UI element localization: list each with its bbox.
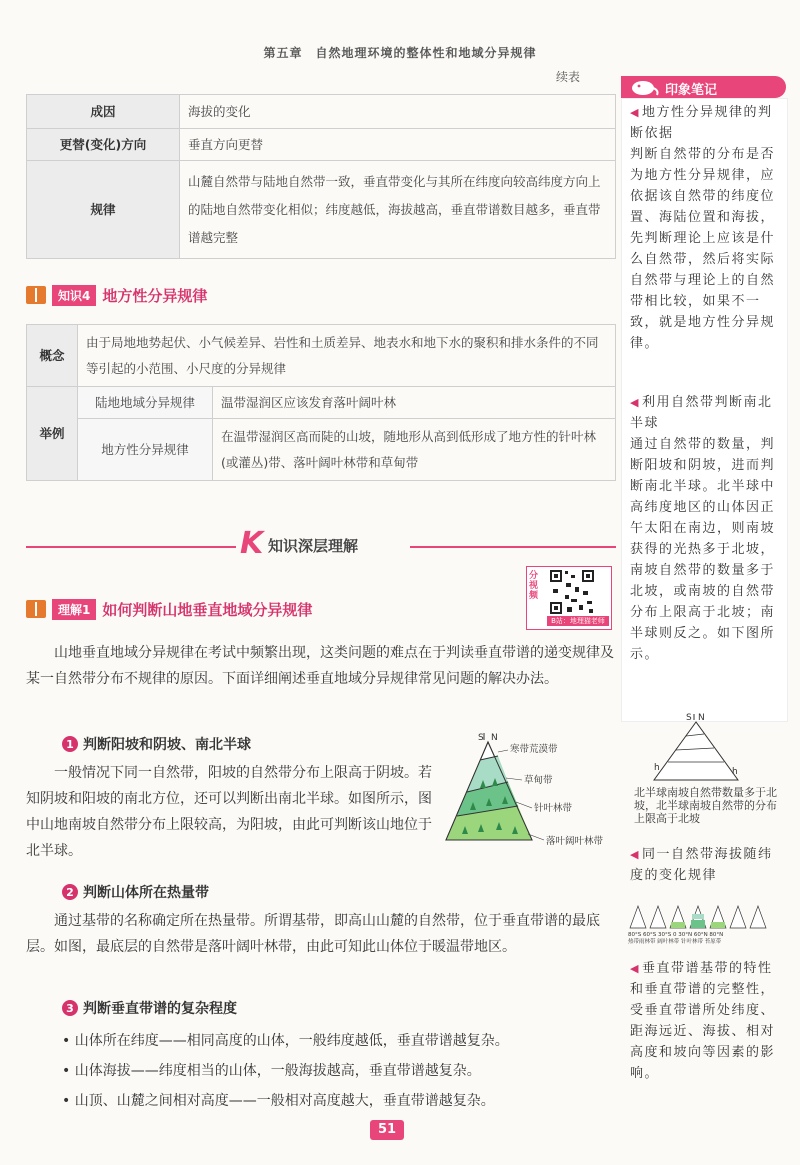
cell-text: 山麓自然带与陆地自然带一致，垂直带变化与其所在纬度向较高纬度方向上的陆地自然带变化相似；纬度越低，海拔越高，垂直带谱数目越多，垂直带谱越完整	[180, 161, 616, 259]
zone-label-3: 针叶林带	[534, 803, 573, 814]
chapter-header: 第五章 自然地理环境的整体性和地域分异规律	[263, 46, 537, 60]
section-tag: 知识4	[52, 285, 96, 306]
zone-label-4: 落叶阔叶林带	[546, 836, 604, 847]
triangle-icon: ◀	[630, 106, 640, 119]
cell-sub: 地方性分异规律	[78, 419, 213, 481]
cell-text: 由于局地地势起伏、小气候差异、岩性和土质差异、地表水和地下水的聚积和排水条件的不同等引起的小范围、小尺度的分异规律	[78, 325, 616, 387]
note-2	[630, 392, 786, 665]
paragraph-base-zone: 通过基带的名称确定所在热量带。所谓基带，即高山山麓的自然带，位于垂直带谱的最底层。如图，最底层的自然带是落叶阔叶林带，由此可知此山体位于暖温带地区。	[26, 913, 600, 955]
sidebar-header	[621, 76, 786, 98]
divider-right	[410, 546, 616, 548]
section-k4-heading	[26, 284, 207, 306]
triangle-icon: ◀	[630, 848, 640, 861]
note-body: 通过自然带的数量，判断阳坡和阴坡，进而判断南北半球。北半球中高纬度地区的山体因正午太阳在南边，则南坡获得的光热多于北坡，南坡自然带的数量多于北坡，或南坡的自然带分布上限高于北坡；南半球则反之。如下图所示。	[630, 437, 776, 662]
mini-h-right: h	[732, 767, 738, 777]
sidebar-title: 印象笔记	[665, 83, 718, 98]
bullet-text: 山顶、山麓之间相对高度——一般相对高度越大，垂直带谱越复杂。	[74, 1093, 495, 1109]
note-4	[630, 958, 786, 1084]
cell-label: 更替(变化)方向	[27, 129, 180, 161]
mini-s-label: S	[686, 713, 692, 723]
banner-title: 知识深层理解	[268, 537, 359, 555]
subheading-3	[62, 998, 237, 1018]
note-heading: 利用自然带判断南北半球	[630, 395, 773, 431]
book-icon	[26, 600, 46, 618]
cell-label: 规律	[27, 161, 180, 259]
subheading-1	[62, 734, 251, 754]
triangle-icon: ◀	[630, 396, 640, 409]
legend-labels: 热带雨林带 阔叶林带 针叶林带 苔原带	[628, 939, 722, 944]
bullet-item: • 山体所在纬度——相同高度的山体，一般纬度越低，垂直带谱越复杂。	[62, 1033, 509, 1049]
cell-label: 概念	[27, 325, 78, 387]
zone-label-1: 寒带荒漠带	[510, 744, 558, 755]
subheading-text: 判断山体所在热量带	[83, 885, 209, 901]
intro-paragraph: 山地垂直地域分异规律在考试中频繁出现，这类问题的难点在于判读垂直带谱的递变规律及某一自然带分布不规律的原因。下面详细阐述垂直地域分异规律常见问题的解决办法。	[26, 645, 614, 687]
south-label: S	[478, 733, 484, 743]
cell-label: 成因	[27, 95, 180, 129]
cell-text: 垂直方向更替	[180, 129, 616, 161]
qr-code-icon	[549, 569, 595, 615]
mini-diagram-caption: 北半球南坡自然带数量多于北坡，北半球南坡自然带的分布上限高于北坡	[634, 786, 777, 825]
cell-sub: 陆地地域分异规律	[78, 387, 213, 419]
bullet-text: 山体所在纬度——相同高度的山体，一般纬度越低，垂直带谱越复杂。	[74, 1033, 509, 1049]
number-badge: 2	[62, 884, 78, 900]
mini-n-label: N	[698, 713, 705, 723]
cell-label: 举例	[27, 387, 78, 481]
table-local-differentiation	[26, 324, 616, 481]
section-title: 地方性分异规律	[102, 286, 208, 305]
number-badge: 1	[62, 736, 78, 752]
divider-left	[26, 546, 236, 548]
subheading-text: 判断垂直带谱的复杂程度	[83, 1001, 237, 1017]
latitude-labels: 80°S 60°S 30°S 0 30°N 60°N 80°N	[628, 932, 724, 938]
latitude-zonation-diagram	[628, 902, 788, 944]
note-body: 垂直带谱基带的特性和垂直带谱的完整性，受垂直带谱所处纬度、距海远近、海拔、相对高度和坡向等因素的影响。	[630, 961, 776, 1081]
qr-label: 分视频	[529, 571, 539, 601]
section-tag: 理解1	[52, 599, 96, 620]
note-heading: 同一自然带海拔随纬度的变化规律	[630, 847, 773, 883]
triangle-icon: ◀	[630, 962, 640, 975]
note-body: 判断自然带的分布是否为地方性分异规律，应依据该自然带的纬度位置、海陆位置和海拔，先判断理论上应该是什么自然带，然后将实际自然带与理论上的自然带相比较，如果不一致，就是地方性分异规律。	[630, 147, 776, 351]
k-logo: K	[240, 526, 264, 561]
note-1	[630, 102, 786, 354]
mini-mountain-diagram	[646, 712, 746, 784]
note-3	[630, 844, 786, 886]
table-vertical-zonation	[26, 94, 616, 259]
bullet-item: • 山体海拔——纬度相当的山体，一般海拔越高，垂直带谱越复杂。	[62, 1063, 481, 1079]
book-icon	[26, 286, 46, 304]
cell-text: 温带湿润区应该发育落叶阔叶林	[213, 387, 616, 419]
elephant-icon	[627, 78, 661, 96]
bullet-text: 山体海拔——纬度相当的山体，一般海拔越高，垂直带谱越复杂。	[74, 1063, 481, 1079]
paragraph-sun-slope: 一般情况下同一自然带，阳坡的自然带分布上限高于阴坡。若知阴坡和阳坡的南北方位，还可以判断出南北半球。如图所示，图中山地南坡自然带分布上限较高，为阳坡，由此可判断该山地位于北半球。	[26, 765, 432, 859]
subheading-2	[62, 882, 209, 902]
mini-h-left: h	[654, 763, 660, 773]
cell-text: 海拔的变化	[180, 95, 616, 129]
video-qr-box[interactable]	[526, 566, 612, 630]
number-badge: 3	[62, 1000, 78, 1016]
mountain-zonation-diagram	[440, 730, 620, 850]
north-label: N	[491, 733, 498, 743]
cell-text: 在温带湿润区高而陡的山坡，随地形从高到低形成了地方性的针叶林(或灌丛)带、落叶阔叶林带和草甸带	[213, 419, 616, 481]
section-l1-heading	[26, 598, 312, 620]
bullet-item: • 山顶、山麓之间相对高度——一般相对高度越大，垂直带谱越复杂。	[62, 1093, 495, 1109]
zone-label-2: 草甸带	[524, 775, 553, 786]
qr-caption: B站：地理猫老师	[547, 616, 609, 626]
page-number: 51	[370, 1120, 404, 1140]
section-title: 如何判断山地垂直地域分异规律	[102, 600, 313, 619]
deep-understanding-banner	[240, 526, 410, 561]
continued-label: 续表	[556, 70, 581, 84]
note-heading: 地方性分异规律的判断依据	[630, 105, 773, 141]
subheading-text: 判断阳坡和阴坡、南北半球	[83, 737, 251, 753]
